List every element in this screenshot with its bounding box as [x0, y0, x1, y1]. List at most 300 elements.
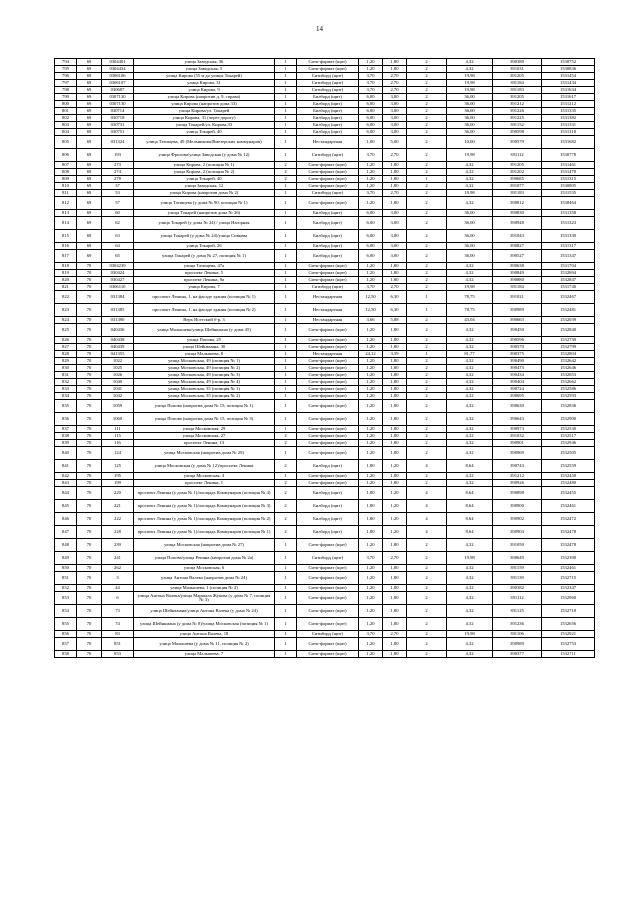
table-row [55, 94, 595, 101]
cell-area: 36,00 [447, 250, 493, 263]
cell-height: 3,00 [383, 129, 407, 136]
cell-structure-type: Ситиборд (щит) [297, 552, 359, 565]
cell-zone-number: 70 [77, 638, 102, 651]
cell-row-number: 822 [55, 291, 77, 304]
cell-object-code: 111 [102, 426, 134, 433]
cell-height: 1,80 [383, 277, 407, 284]
cell-sides-count: 1 [275, 304, 297, 317]
cell-height: 3,39 [383, 351, 407, 358]
table-row [55, 372, 595, 379]
cell-faces: 2 [407, 210, 447, 217]
cell-coord-x: 391212 [493, 101, 542, 108]
cell-object-code: 193 [102, 149, 134, 162]
cell-height: 3,00 [383, 243, 407, 250]
cell-coord-x: 390827 [493, 243, 542, 250]
cell-row-number: 820 [55, 277, 77, 284]
cell-object-code: 57 [102, 197, 134, 210]
cell-area: 4,32 [447, 638, 493, 651]
cell-sides-count: 1 [275, 129, 297, 136]
cell-height: 1,80 [383, 585, 407, 592]
cell-address: улица Кирова/ул. Токарей [134, 108, 275, 115]
cell-zone-number: 69 [77, 129, 102, 136]
cell-coord-x: 390695 [493, 393, 542, 400]
table-row [55, 618, 595, 631]
cell-width: 1,20 [359, 365, 383, 372]
cell-sides-count: 1 [275, 365, 297, 372]
cell-height: 1,80 [383, 572, 407, 585]
cell-coord-y: 1530836 [542, 66, 595, 73]
cell-object-code: 220 [102, 487, 134, 500]
table-row [55, 80, 595, 87]
cell-coord-x: 390926 [493, 480, 542, 487]
cell-address: проспект Ленина, 1, на фасаде здания (позиция № 1) [134, 291, 275, 304]
cell-address: улица Малышева/улица Шейнкмана (у дома 45) [134, 324, 275, 337]
cell-faces: 2 [407, 277, 447, 284]
cell-area: 4,32 [447, 324, 493, 337]
cell-faces: 1 [407, 304, 447, 317]
cell-area: 19,98 [447, 87, 493, 94]
cell-address: проспект Ленина, 1 [134, 480, 275, 487]
cell-object-code: 74 [102, 618, 134, 631]
cell-sides-count: 1 [275, 210, 297, 217]
table-row [55, 651, 595, 658]
cell-sides-count: 1 [275, 605, 297, 618]
cell-faces: 1 [407, 291, 447, 304]
cell-width: 1,20 [359, 565, 383, 572]
cell-height: 1,80 [383, 59, 407, 66]
cell-row-number: 812 [55, 197, 77, 210]
cell-object-code: 116 [102, 440, 134, 447]
table-row [55, 413, 595, 426]
cell-area: 19,98 [447, 80, 493, 87]
cell-sides-count: 1 [275, 344, 297, 351]
table-row [55, 447, 595, 460]
cell-height: 1,80 [383, 605, 407, 618]
cell-zone-number: 70 [77, 572, 102, 585]
cell-address: улица Кирова, 2 (позиция № 2) [134, 169, 275, 176]
cell-row-number: 797 [55, 80, 77, 87]
cell-height: 1,80 [383, 651, 407, 658]
cell-area: 4,32 [447, 572, 493, 585]
cell-area: 8,64 [447, 513, 493, 526]
cell-faces: 2 [407, 250, 447, 263]
cell-structure-type: Ситиборд (щит) [297, 149, 359, 162]
cell-object-code: 1026 [102, 372, 134, 379]
cell-zone-number: 70 [77, 379, 102, 386]
cell-faces: 2 [407, 190, 447, 197]
cell-width: 3,70 [359, 73, 383, 80]
cell-coord-y: 1531704 [542, 263, 595, 270]
cell-coord-x: 390902 [493, 513, 542, 526]
cell-area: 4,32 [447, 447, 493, 460]
cell-coord-y: 1531470 [542, 169, 595, 176]
cell-width: 1,20 [359, 277, 383, 284]
cell-coord-x: 390630 [493, 400, 542, 413]
cell-width: 1,20 [359, 592, 383, 605]
cell-address: улица Московская, 29 [134, 426, 275, 433]
cell-structure-type: Нестандартная [297, 291, 359, 304]
cell-structure-type: Ситиборд (щит) [297, 190, 359, 197]
cell-zone-number: 69 [77, 149, 102, 162]
cell-width: 1,20 [359, 400, 383, 413]
cell-faces: 2 [407, 426, 447, 433]
cell-structure-type: Сити-формат (щит) [297, 337, 359, 344]
cell-address: улица Шейнкмана/улица Антона Валека (у дома № 24) [134, 605, 275, 618]
cell-object-code: 222 [102, 513, 134, 526]
cell-width: 1,20 [359, 386, 383, 393]
cell-coord-y: 1532946 [542, 440, 595, 447]
cell-row-number: 846 [55, 513, 77, 526]
cell-area: 10,00 [447, 136, 493, 149]
cell-row-number: 827 [55, 344, 77, 351]
cell-faces: 2 [407, 94, 447, 101]
cell-faces: 2 [407, 379, 447, 386]
cell-address: улица Токарей, 40 [134, 129, 275, 136]
cell-coord-x: 390579 [493, 136, 542, 149]
cell-area: 4,32 [447, 605, 493, 618]
cell-coord-y: 1532662 [542, 379, 595, 386]
cell-address: улица Московская, 35 (позиция № 2) [134, 393, 275, 400]
cell-sides-count: 2 [275, 162, 297, 169]
table-row [55, 190, 595, 197]
cell-faces: 2 [407, 87, 447, 94]
cell-row-number: 826 [55, 337, 77, 344]
cell-area: 36,00 [447, 115, 493, 122]
cell-sides-count: 1 [275, 372, 297, 379]
cell-structure-type: Билборд (щит) [297, 115, 359, 122]
cell-coord-y: 1531212 [542, 101, 595, 108]
cell-address: улица Кирова (55 м до улицы Токарей) [134, 73, 275, 80]
cell-width: 6,00 [359, 94, 383, 101]
table-row [55, 344, 595, 351]
table-row [55, 324, 595, 337]
cell-zone-number: 69 [77, 183, 102, 190]
table-row [55, 631, 595, 638]
cell-address: улица Кирова (напротив дома 33) [134, 101, 275, 108]
cell-area: 19,98 [447, 552, 493, 565]
cell-coord-x: 391139 [493, 572, 542, 585]
cell-sides-count: 2 [275, 460, 297, 473]
cell-height: 1,20 [383, 526, 407, 539]
cell-structure-type: Билборд (щит) [297, 210, 359, 217]
cell-object-code: 273 [102, 162, 134, 169]
table-row [55, 539, 595, 552]
cell-coord-y: 1532478 [542, 539, 595, 552]
cell-row-number: 857 [55, 638, 77, 651]
cell-coord-y: 1532711 [542, 651, 595, 658]
cell-coord-y: 1531358 [542, 210, 595, 217]
cell-zone-number: 69 [77, 115, 102, 122]
cell-height: 5,88 [383, 317, 407, 324]
cell-sides-count: 1 [275, 230, 297, 243]
cell-coord-x: 390903 [493, 526, 542, 539]
cell-zone-number: 70 [77, 393, 102, 400]
cell-address: улица Шейнкмана (у дома № 8)/улица Московская (позиция № 1) [134, 618, 275, 631]
cell-address: улица Антона Валека, 18 [134, 631, 275, 638]
cell-area: 4,32 [447, 66, 493, 73]
cell-row-number: 858 [55, 651, 77, 658]
cell-structure-type: Сити-формат (щит) [297, 365, 359, 372]
cell-height: 3,00 [383, 101, 407, 108]
cell-area: 36,00 [447, 94, 493, 101]
cell-area: 36,00 [447, 101, 493, 108]
cell-coord-y: 1532900 [542, 413, 595, 426]
cell-sides-count: 1 [275, 59, 297, 66]
cell-structure-type: Нестандартная [297, 136, 359, 149]
table-row [55, 176, 595, 183]
cell-address: проспект Ленина, 9а [134, 277, 275, 284]
cell-coord-y: 1532461 [542, 500, 595, 513]
cell-coord-x: 390473 [493, 365, 542, 372]
cell-width: 3,70 [359, 631, 383, 638]
cell-height: 1,20 [383, 487, 407, 500]
cell-address: улица Московская, 49 (позиция № 4) [134, 379, 275, 386]
placement-register-table [54, 58, 595, 658]
cell-zone-number: 70 [77, 400, 102, 413]
cell-row-number: 804 [55, 129, 77, 136]
cell-zone-number: 69 [77, 230, 102, 243]
cell-row-number: 850 [55, 565, 77, 572]
cell-sides-count: 1 [275, 87, 297, 94]
cell-object-code: 0306106 [102, 73, 134, 80]
cell-object-code: 030714 [102, 108, 134, 115]
cell-coord-x: 390404 [493, 379, 542, 386]
cell-sides-count: 1 [275, 638, 297, 651]
cell-structure-type: Сити-формат (щит) [297, 59, 359, 66]
cell-width: 12,50 [359, 291, 383, 304]
cell-coord-y: 1530752 [542, 59, 595, 66]
table-row [55, 263, 595, 270]
cell-structure-type: Сити-формат (щит) [297, 197, 359, 210]
cell-sides-count: 1 [275, 101, 297, 108]
cell-address: улица Малышева (у дома № 11, позиция № 2) [134, 638, 275, 651]
cell-sides-count: 1 [275, 73, 297, 80]
cell-coord-x: 391205 [493, 73, 542, 80]
cell-faces: 4 [407, 500, 447, 513]
cell-sides-count: 1 [275, 539, 297, 552]
cell-coord-x: 390989 [493, 638, 542, 651]
cell-zone-number: 70 [77, 426, 102, 433]
cell-coord-y: 1531682 [542, 136, 595, 149]
cell-height: 6,30 [383, 291, 407, 304]
cell-faces: 2 [407, 386, 447, 393]
cell-sides-count: 1 [275, 393, 297, 400]
cell-coord-y: 1532642 [542, 358, 595, 365]
cell-zone-number: 70 [77, 263, 102, 270]
cell-object-code: 73 [102, 605, 134, 618]
table-row [55, 66, 595, 73]
cell-address: улица Кирова, 31 (через дорогу) [134, 115, 275, 122]
cell-structure-type: Сити-формат (щит) [297, 565, 359, 572]
cell-width: 1,20 [359, 447, 383, 460]
cell-zone-number: 70 [77, 447, 102, 460]
cell-coord-x: 390685 [493, 176, 542, 183]
cell-structure-type: Сити-формат (щит) [297, 480, 359, 487]
cell-area: 4,32 [447, 386, 493, 393]
cell-object-code: 278 [102, 176, 134, 183]
cell-structure-type: Ситиборд (щит) [297, 631, 359, 638]
cell-zone-number: 70 [77, 433, 102, 440]
table-row [55, 217, 595, 230]
cell-row-number: 856 [55, 631, 77, 638]
cell-zone-number: 70 [77, 526, 102, 539]
cell-sides-count: 2 [275, 169, 297, 176]
table-row [55, 169, 595, 176]
cell-row-number: 817 [55, 250, 77, 263]
cell-area: 4,32 [447, 400, 493, 413]
cell-zone-number: 70 [77, 605, 102, 618]
cell-structure-type: Сити-формат (щит) [297, 270, 359, 277]
cell-faces: 2 [407, 263, 447, 270]
cell-coord-y: 1530805 [542, 183, 595, 190]
cell-height: 1,80 [383, 176, 407, 183]
cell-width: 1,80 [359, 513, 383, 526]
cell-faces: 2 [407, 101, 447, 108]
cell-width: 6,00 [359, 217, 383, 230]
cell-area: 4,32 [447, 263, 493, 270]
cell-structure-type: Сити-формат (щит) [297, 169, 359, 176]
cell-address: улица Токарей (у дома № 24) / улица Нагорная [134, 217, 275, 230]
cell-coord-y: 1531461 [542, 162, 595, 169]
cell-address: улица Московская, 6 [134, 565, 275, 572]
cell-structure-type: Сити-формат (щит) [297, 277, 359, 284]
cell-coord-x: 390989 [493, 304, 542, 317]
cell-faces: 2 [407, 552, 447, 565]
cell-address: улица Татищева (у дома № 90, позиция № 1) [134, 197, 275, 210]
cell-height: 1,20 [383, 513, 407, 526]
cell-row-number: 800 [55, 101, 77, 108]
cell-width: 1,20 [359, 585, 383, 592]
cell-width: 1,20 [359, 183, 383, 190]
cell-height: 5,00 [383, 136, 407, 149]
cell-object-code: 1022 [102, 358, 134, 365]
cell-coord-y: 1531317 [542, 243, 595, 250]
cell-zone-number: 69 [77, 210, 102, 217]
cell-height: 1,20 [383, 500, 407, 513]
cell-area: 4,32 [447, 162, 493, 169]
cell-sides-count: 1 [275, 552, 297, 565]
cell-address: улица Кирова, 31 [134, 80, 275, 87]
cell-coord-x: 391183 [493, 190, 542, 197]
cell-sides-count: 1 [275, 565, 297, 572]
cell-faces: 2 [407, 337, 447, 344]
cell-area: 4,32 [447, 592, 493, 605]
cell-coord-x: 390743 [493, 460, 542, 473]
cell-coord-y: 1531323 [542, 217, 595, 230]
cell-width: 1,20 [359, 651, 383, 658]
cell-zone-number: 69 [77, 59, 102, 66]
table-row [55, 108, 595, 115]
cell-structure-type: Ситиборд (щит) [297, 87, 359, 94]
cell-object-code: 63 [102, 230, 134, 243]
cell-row-number: 834 [55, 393, 77, 400]
cell-address: Верх Исетский б-р, 3 [134, 317, 275, 324]
cell-object-code: 262 [102, 565, 134, 572]
cell-coord-x: 390375 [493, 351, 542, 358]
cell-address: улица Московская, 27 [134, 433, 275, 440]
cell-row-number: 801 [55, 108, 77, 115]
table-row [55, 183, 595, 190]
cell-faces: 2 [407, 413, 447, 426]
cell-structure-type: Сити-формат (щит) [297, 447, 359, 460]
cell-height: 1,80 [383, 183, 407, 190]
cell-sides-count: 1 [275, 592, 297, 605]
cell-address: улица Малышева, 7 [134, 651, 275, 658]
cell-structure-type: Билборд (щит) [297, 230, 359, 243]
cell-area: 36,00 [447, 129, 493, 136]
cell-width: 6,00 [359, 115, 383, 122]
cell-zone-number: 70 [77, 565, 102, 572]
cell-width: 12,50 [359, 304, 383, 317]
cell-coord-y: 1532715 [542, 572, 595, 585]
cell-address: проспект Ленина, 5 [134, 270, 275, 277]
table-body [55, 59, 595, 658]
cell-structure-type: Сити-формат (щит) [297, 618, 359, 631]
cell-coord-y: 1532039 [542, 317, 595, 324]
cell-faces: 2 [407, 169, 447, 176]
table-row [55, 400, 595, 413]
cell-row-number: 795 [55, 66, 77, 73]
cell-zone-number: 69 [77, 243, 102, 250]
cell-coord-x: 391184 [493, 284, 542, 291]
cell-structure-type: Билборд (щит) [297, 101, 359, 108]
cell-height: 1,80 [383, 539, 407, 552]
cell-coord-y: 1532646 [542, 365, 595, 372]
cell-row-number: 854 [55, 605, 77, 618]
cell-object-code: 1040 [102, 379, 134, 386]
cell-structure-type: Билборд (щит) [297, 250, 359, 263]
cell-zone-number: 70 [77, 358, 102, 365]
cell-height: 3,00 [383, 115, 407, 122]
table-row [55, 270, 595, 277]
cell-height: 2,70 [383, 284, 407, 291]
cell-height: 1,80 [383, 638, 407, 651]
cell-zone-number: 69 [77, 190, 102, 197]
cell-width: 3,70 [359, 552, 383, 565]
cell-row-number: 816 [55, 243, 77, 250]
cell-width: 1,20 [359, 480, 383, 487]
cell-sides-count: 1 [275, 243, 297, 250]
table-row [55, 230, 595, 243]
cell-coord-y: 1532753 [542, 638, 595, 651]
cell-zone-number: 70 [77, 270, 102, 277]
cell-row-number: 828 [55, 351, 77, 358]
cell-row-number: 831 [55, 372, 77, 379]
cell-width: 1,80 [359, 487, 383, 500]
cell-sides-count: 1 [275, 413, 297, 426]
cell-height: 2,70 [383, 73, 407, 80]
cell-coord-x: 391152 [493, 122, 542, 129]
cell-area: 36,00 [447, 230, 493, 243]
cell-coord-x: 391205 [493, 162, 542, 169]
cell-structure-type: Сити-формат (щит) [297, 592, 359, 605]
cell-width: 3,70 [359, 284, 383, 291]
cell-coord-x: 391112 [493, 149, 542, 162]
cell-area: 4,32 [447, 197, 493, 210]
cell-row-number: 824 [55, 317, 77, 324]
cell-structure-type: Билборд (щит) [297, 129, 359, 136]
cell-width: 1,20 [359, 433, 383, 440]
cell-width: 3,66 [359, 317, 383, 324]
cell-faces: 2 [407, 115, 447, 122]
cell-coord-x: 390849 [493, 270, 542, 277]
cell-height: 1,80 [383, 358, 407, 365]
cell-row-number: 851 [55, 572, 77, 585]
table-row [55, 304, 595, 317]
cell-faces: 2 [407, 108, 447, 115]
cell-coord-x: 391032 [493, 433, 542, 440]
cell-sides-count: 1 [275, 351, 297, 358]
